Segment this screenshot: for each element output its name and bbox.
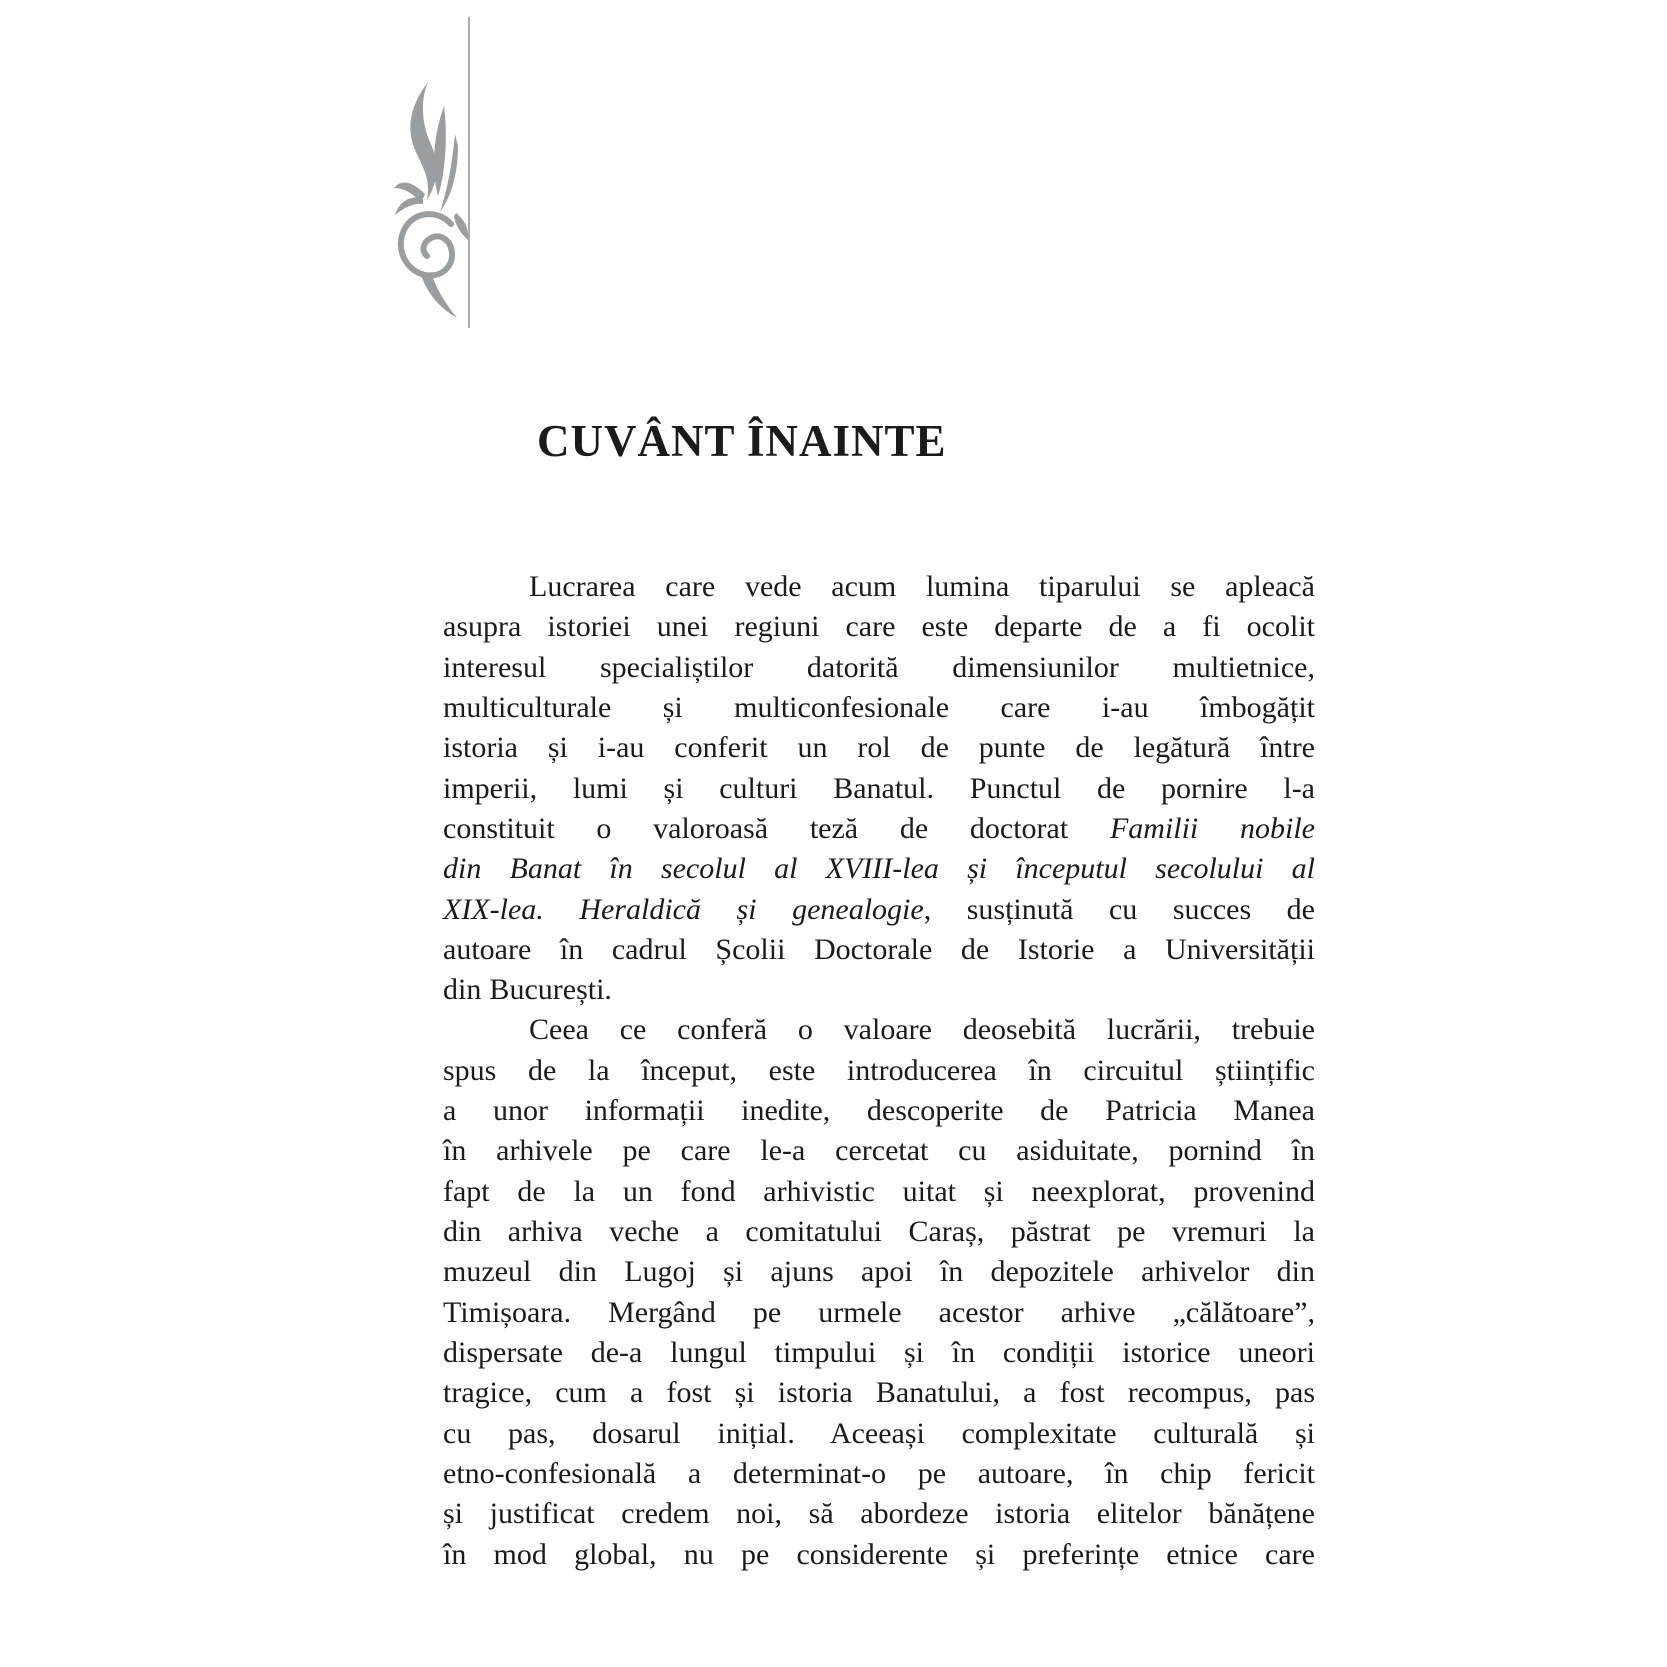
text-line (443, 1373, 1315, 1413)
text-segment: cu pas, dosarul inițial. Aceeași complexitate culturală și (443, 1416, 1315, 1450)
text-line (443, 849, 1315, 889)
text-line (443, 1494, 1315, 1534)
text-segment: din arhiva veche a comitatului Caraș, păstrat pe vremuri la (443, 1215, 1315, 1248)
text-line (443, 728, 1315, 768)
text-line (443, 930, 1315, 970)
text-line (443, 1172, 1315, 1212)
text-line (443, 1010, 1315, 1050)
text-segment: muzeul din Lugoj și ajuns apoi în depozitele arhivelor din (443, 1255, 1315, 1289)
text-line (443, 769, 1315, 809)
text-segment: multiculturale și multiconfesionale care i-au îmbogățit (443, 690, 1315, 724)
text-line (443, 1454, 1315, 1494)
italic-text-segment: din Banat în secolul al XVIII-lea și începutul secolului al (443, 852, 1315, 886)
text-segment: dispersate de-a lungul timpului și în condiții istorice uneori (443, 1335, 1315, 1369)
text-segment: în mod global, nu pe considerente și preferințe etnice care (443, 1537, 1315, 1571)
text-segment: interesul specialiștilor datorită dimensiunilor multietnice, (443, 650, 1315, 684)
text-line (443, 890, 1315, 930)
text-segment: și justificat credem noi, să abordeze istoria elitelor bănățene (443, 1497, 1315, 1531)
text-line (443, 1293, 1315, 1333)
text-segment: spus de la început, este introducerea în circuitul științific (443, 1053, 1315, 1087)
text-segment: tragice, cum a fost și istoria Banatului, a fost recompus, pas (443, 1376, 1315, 1410)
text-segment: Ceea ce conferă o valoare deosebită lucrării, trebuie (529, 1013, 1315, 1047)
text-line (443, 1091, 1315, 1131)
text-segment: în arhivele pe care le-a cercetat cu asiduitate, pornind în (443, 1134, 1315, 1168)
text-line (443, 648, 1315, 688)
text-line (443, 607, 1315, 647)
text-segment: etno-confesională a determinat-o pe autoare, în chip fericit (443, 1456, 1315, 1490)
text-segment: din București. (443, 973, 612, 1007)
text-line (443, 1212, 1315, 1252)
italic-text-segment: XIX-lea. Heraldică și genealogie (443, 892, 924, 926)
text-segment: constituit o valoroasă teză de doctorat (443, 811, 1110, 845)
text-line (443, 688, 1315, 728)
text-segment: imperii, lumi și culturi Banatul. Punctul de pornire l-a (443, 771, 1315, 805)
text-segment: Timișoara. Mergând pe urmele acestor arhive „călătoare”, (443, 1295, 1315, 1329)
text-line (443, 1131, 1315, 1171)
text-line (443, 1535, 1315, 1575)
text-segment: autoare în cadrul Școlii Doctorale de Istorie a Universității (443, 932, 1315, 966)
text-line (443, 567, 1315, 607)
text-line (443, 1333, 1315, 1373)
text-line (443, 809, 1315, 849)
text-segment: asupra istoriei unei regiuni care este departe de a fi ocolit (443, 610, 1315, 644)
text-line (443, 970, 1315, 1010)
text-line (443, 1051, 1315, 1091)
text-line (443, 1252, 1315, 1292)
text-line (443, 1414, 1315, 1454)
text-segment: Lucrarea care vede acum lumina tiparului se apleacă (529, 570, 1315, 603)
italic-text-segment: Familii nobile (1109, 811, 1315, 845)
text-segment: , susținută cu succes de (923, 892, 1315, 926)
text-segment: istoria și i-au conferit un rol de punte de legătură între (443, 731, 1315, 765)
body-text (443, 567, 1315, 1575)
floral-flourish-ornament (394, 82, 472, 322)
text-segment: a unor informații inedite, descoperite de Patricia Manea (443, 1094, 1315, 1128)
chapter-title: CUVÂNT ÎNAINTE (537, 416, 947, 466)
text-segment: fapt de la un fond arhivistic uitat și neexplorat, provenind (443, 1174, 1315, 1208)
